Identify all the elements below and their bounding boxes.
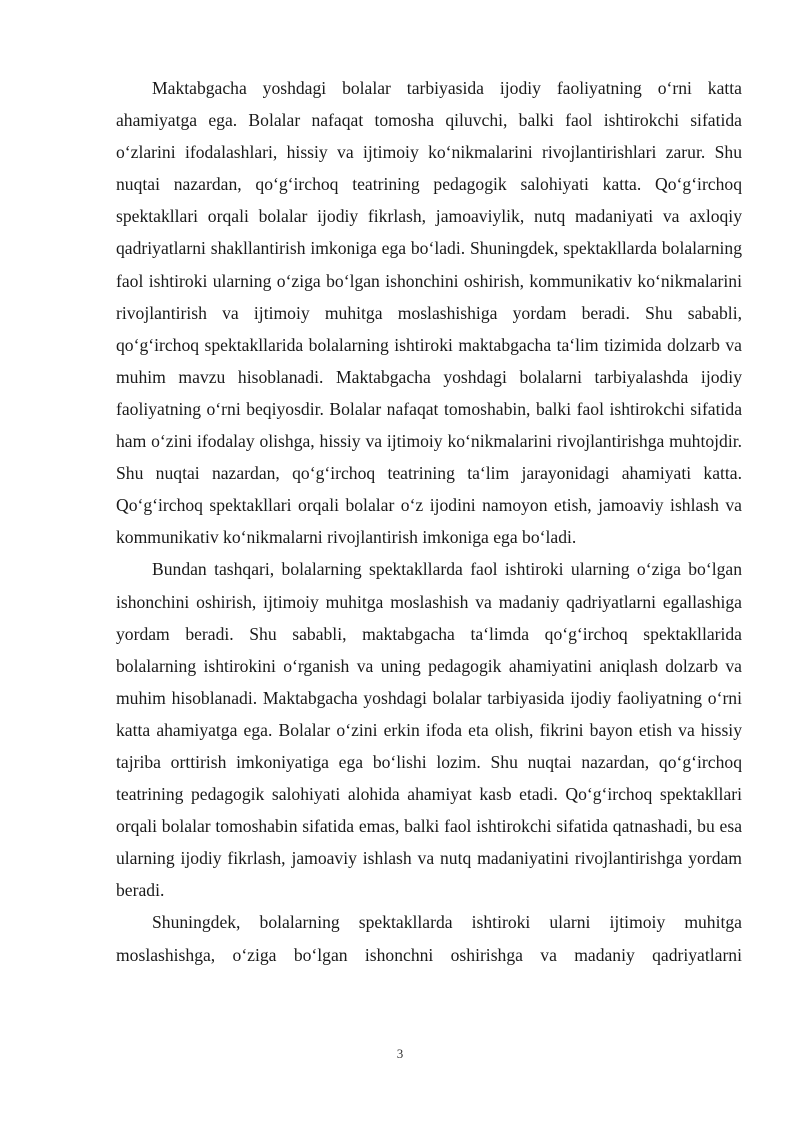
paragraph-1: Maktabgacha yoshdagi bolalar tarbiyasida ijodiy faoliyatning o‘rni katta ahamiyatga ega. Bolalar nafaqat tomosha qiluvchi, balki faol ishtirokchi sifatida o‘zlarini ifodalashlari, hissiy va ijtimoiy ko‘nikmalarini rivojlantirishlari zarur. Shu nuqtai nazardan, qo‘g‘irchoq teatrining pedagogik salohiyati katta. Qo‘g‘irchoq spektakllari orqali bolalar ijodiy fikrlash, jamoaviylik, nutq madaniyati va axloqiy qadriyatlarni shakllantirish imkoniga ega bo‘ladi. Shuningdek, spektakllarda bolalarning faol ishtiroki ularning o‘ziga bo‘lgan ishonchini oshirish, kommunikativ ko‘nikmalarini rivojlantirish va ijtimoiy muhitga moslashishiga yordam beradi. Shu sababli, qo‘g‘irchoq spektakllarida bolalarning ishtiroki maktabgacha ta‘lim tizimida dolzarb va muhim mavzu hisoblanadi. Maktabgacha yoshdagi bolalarni tarbiyalashda ijodiy faoliyatning o‘rni beqiyosdir. Bolalar nafaqat tomoshabin, balki faol ishtirokchi sifatida ham o‘zini ifodalay olishga, hissiy va ijtimoiy ko‘nikmalarini rivojlantirishga muhtojdir. Shu nuqtai nazardan, qo‘g‘irchoq teatrining ta‘lim jarayonidagi ahamiyati katta. Qo‘g‘irchoq spektakllari orqali bolalar o‘z ijodini namoyon etish, jamoaviy ishlash va kommunikativ ko‘nikmalarni rivojlantirish imkoniga ega bo‘ladi.	[116, 78, 742, 548]
page-number: 3	[396, 1046, 404, 1061]
paragraph-2: Bundan tashqari, bolalarning spektakllarda faol ishtiroki ularning o‘ziga bo‘lgan ishonchini oshirish, ijtimoiy muhitga moslashish va madaniy qadriyatlarni egallashiga yordam beradi. Shu sababli, maktabgacha ta‘limda qo‘g‘irchoq spektakllarida bolalarning ishtirokini o‘rganish va uning pedagogik ahamiyatini aniqlash dolzarb va muhim hisoblanadi. Maktabgacha yoshdagi bolalar tarbiyasida ijodiy faoliyatning o‘rni katta ahamiyatga ega. Bolalar o‘zini erkin ifoda eta olish, fikrini bayon etish va hissiy tajriba orttirish imkoniyatiga ega bo‘lishi lozim. Shu nuqtai nazardan, qo‘g‘irchoq teatrining pedagogik salohiyati alohida ahamiyat kasb etadi. Qo‘g‘irchoq spektakllari orqali bolalar tomoshabin sifatida emas, balki faol ishtirokchi sifatida qatnashadi, bu esa ularning ijodiy fikrlash, jamoaviy ishlash va nutq madaniyatini rivojlantirishga yordam beradi.	[116, 559, 742, 901]
body-text	[116, 72, 742, 971]
paragraph-3: Shuningdek, bolalarning spektakllarda ishtiroki ularni ijtimoiy muhitga moslashishga, o‘ziga bo‘lgan ishonchni oshirishga va madaniy qadriyatlarni	[116, 912, 742, 965]
